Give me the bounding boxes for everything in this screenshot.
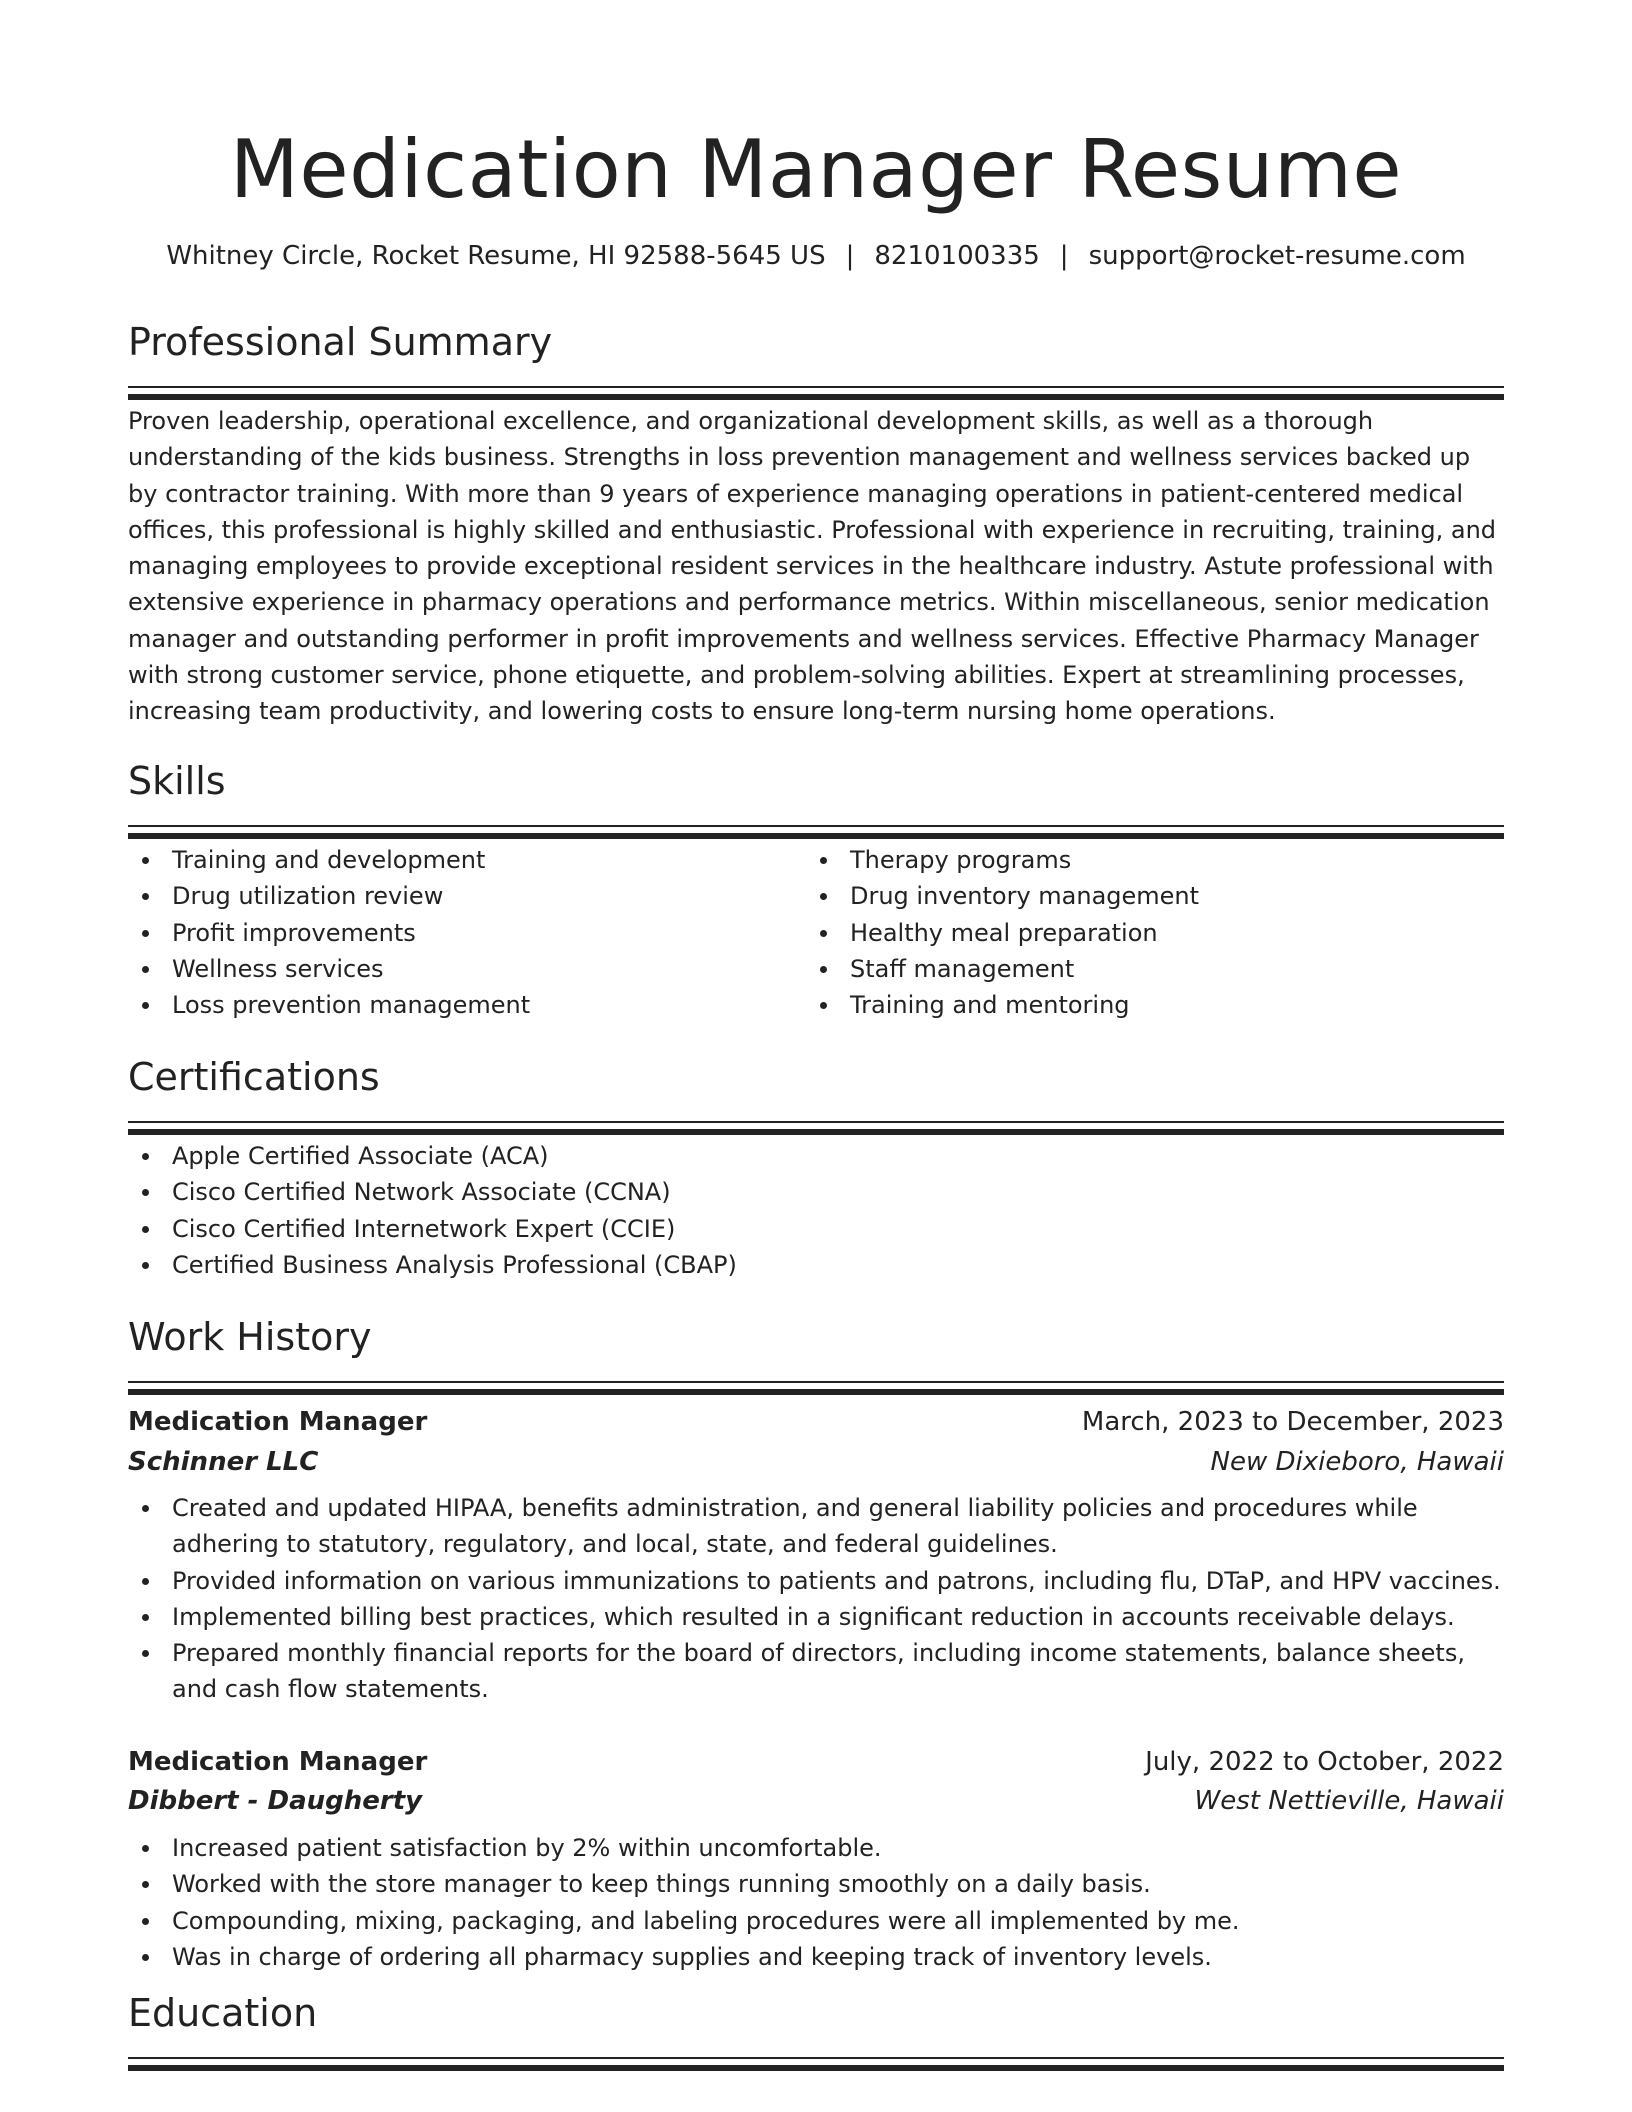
skill-item: Profit improvements	[128, 915, 788, 951]
skill-item: Staff management	[806, 951, 1466, 987]
section-title-certifications: Certifications	[128, 1055, 380, 1099]
job-dates: July, 2022 to October, 2022	[1145, 1747, 1504, 1777]
certification-item: Apple Certified Associate (ACA)	[128, 1138, 1504, 1174]
section-divider	[128, 1381, 1504, 1383]
skills-column-left	[128, 842, 788, 1023]
job-company: Dibbert - Daugherty	[128, 1786, 423, 1816]
job-bullet: Provided information on various immunizations to patients and patrons, including flu, DTaP, and HPV vaccines.	[128, 1563, 1504, 1599]
section-title-work: Work History	[128, 1315, 372, 1359]
job-header-row	[128, 1742, 1504, 1782]
job-bullet: Increased patient satisfaction by 2% within uncomfortable.	[128, 1830, 1504, 1866]
skill-item: Training and mentoring	[806, 987, 1466, 1023]
certification-item: Certified Business Analysis Professional (CBAP)	[128, 1247, 1504, 1283]
skills-list-left	[128, 842, 788, 1023]
contact-phone: 8210100335	[874, 241, 1040, 271]
section-divider	[128, 2057, 1504, 2059]
job-location: New Dixieboro, Hawaii	[1210, 1447, 1504, 1477]
summary-text: Proven leadership, operational excellence, and organizational development skills, as well as a thorough understanding of the kids business. Strengths in loss prevention management and wellness services backed up by contractor training. With more than 9 years of experience managing operations in patient-centered medical offices, this professional is highly skilled and enthusiastic. Professional with experience in recruiting, training, and managing employees to provide exceptional resident services in the healthcare industry. Astute professional with extensive experience in pharmacy operations and performance metrics. Within miscellaneous, senior medication manager and outstanding performer in profit improvements and wellness services. Effective Pharmacy Manager with strong customer service, phone etiquette, and problem-solving abilities. Expert at streamlining processes, increasing team productivity, and lowering costs to ensure long-term nursing home operations.	[128, 407, 1497, 726]
contact-address: Whitney Circle, Rocket Resume, HI 92588-5645 US	[166, 241, 826, 271]
job-bullet: Compounding, mixing, packaging, and labeling procedures were all implemented by me.	[128, 1903, 1504, 1939]
skill-item: Drug inventory management	[806, 878, 1466, 914]
skill-item: Loss prevention management	[128, 987, 788, 1023]
job-company-row	[128, 1442, 1504, 1482]
job-header-row	[128, 1402, 1504, 1442]
skill-item: Drug utilization review	[128, 878, 788, 914]
section-title-summary: Professional Summary	[128, 320, 553, 364]
skills-list-right	[806, 842, 1466, 1023]
section-title-education: Education	[128, 1991, 318, 2035]
job-dates: March, 2023 to December, 2023	[1081, 1407, 1504, 1437]
section-summary-header	[128, 318, 1504, 400]
job-location: West Nettieville, Hawaii	[1194, 1786, 1504, 1816]
contact-line	[128, 238, 1504, 274]
section-divider	[128, 2065, 1504, 2071]
section-certifications-header	[128, 1053, 1504, 1135]
contact-separator: |	[845, 241, 855, 271]
section-title-skills: Skills	[128, 759, 226, 803]
job-title: Medication Manager	[128, 1747, 428, 1777]
resume-title: Medication Manager Resume	[229, 123, 1403, 216]
section-education-header	[128, 1989, 1504, 2071]
skill-item: Training and development	[128, 842, 788, 878]
section-work-header	[128, 1313, 1504, 1395]
contact-email: support@rocket-resume.com	[1088, 241, 1466, 271]
section-divider	[128, 1121, 1504, 1123]
skill-item: Healthy meal preparation	[806, 915, 1466, 951]
section-divider	[128, 1389, 1504, 1395]
certifications-list	[128, 1138, 1504, 1283]
skills-column-right	[806, 842, 1466, 1023]
certification-item: Cisco Certified Network Associate (CCNA)	[128, 1174, 1504, 1210]
job-bullet: Prepared monthly financial reports for the board of directors, including income statements, balance sheets, and cash flow statements.	[128, 1635, 1504, 1708]
section-divider	[128, 825, 1504, 827]
job-company: Schinner LLC	[128, 1447, 319, 1477]
section-divider	[128, 833, 1504, 839]
certifications-block	[128, 1138, 1504, 1283]
section-skills-header	[128, 757, 1504, 839]
job-bullet-list	[128, 1830, 1504, 1975]
skill-item: Therapy programs	[806, 842, 1466, 878]
job-bullets-block	[128, 1490, 1504, 1708]
job-title: Medication Manager	[128, 1407, 428, 1437]
job-bullet: Was in charge of ordering all pharmacy supplies and keeping track of inventory levels.	[128, 1939, 1504, 1975]
section-divider	[128, 1129, 1504, 1135]
job-company-row	[128, 1781, 1504, 1821]
job-bullets-block	[128, 1830, 1504, 1975]
job-bullet-list	[128, 1490, 1504, 1708]
skill-item: Wellness services	[128, 951, 788, 987]
section-divider	[128, 394, 1504, 400]
job-bullet: Implemented billing best practices, which resulted in a significant reduction in accounts receivable delays.	[128, 1599, 1504, 1635]
contact-separator: |	[1059, 241, 1069, 271]
section-divider	[128, 386, 1504, 388]
job-bullet: Worked with the store manager to keep things running smoothly on a daily basis.	[128, 1866, 1504, 1902]
job-bullet: Created and updated HIPAA, benefits administration, and general liability policies and procedures while adhering to statutory, regulatory, and local, state, and federal guidelines.	[128, 1490, 1504, 1563]
certification-item: Cisco Certified Internetwork Expert (CCIE)	[128, 1211, 1504, 1247]
